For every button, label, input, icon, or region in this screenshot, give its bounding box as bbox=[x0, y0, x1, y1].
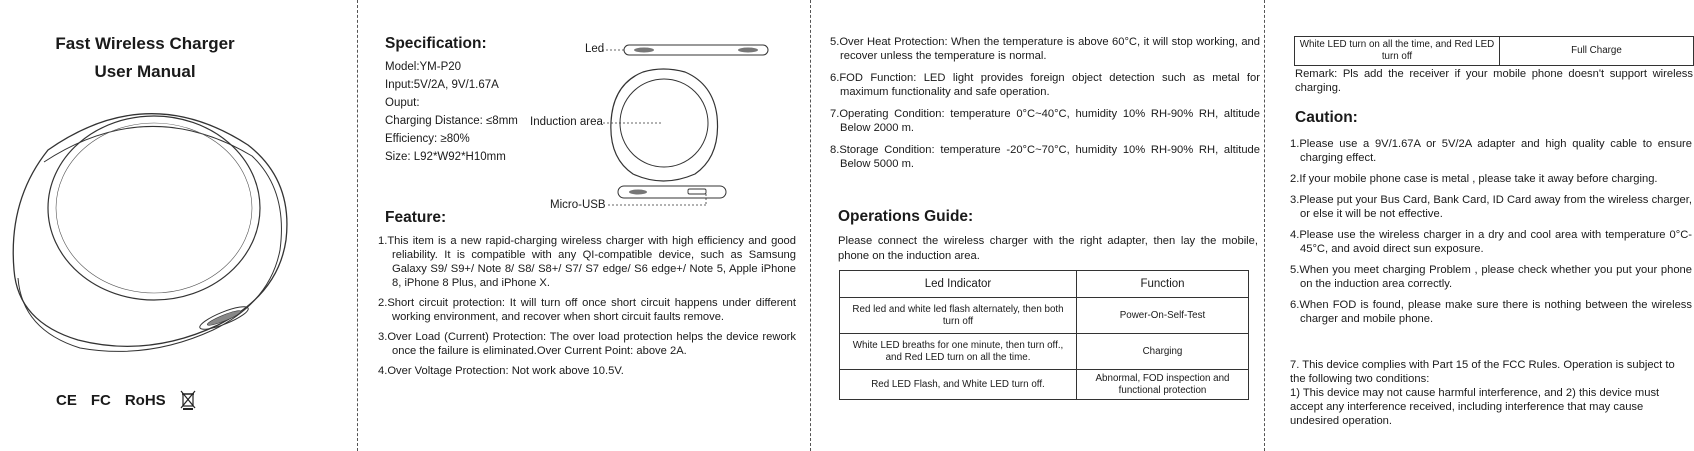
protection-item: 6.FOD Function: LED light provides foreign object detection such as metal for maximum functionality and safe operation. bbox=[830, 72, 1260, 98]
induction-area-callout: Induction area bbox=[530, 116, 603, 128]
panel-divider-3 bbox=[1264, 0, 1265, 451]
table-row bbox=[840, 370, 1249, 400]
caution-item: 3.Please put your Bus Card, Bank Card, ID Card away from the wireless charger, or else it will be not effective. bbox=[1290, 194, 1692, 220]
fcc-mark: FC bbox=[90, 391, 111, 409]
feature-item: 2.Short circuit protection: It will turn off once short circuit happens under different working environment, and recover when short circuit faults remove. bbox=[378, 297, 796, 323]
led-indicator-table bbox=[839, 270, 1249, 400]
rohs-mark: RoHS bbox=[124, 391, 166, 409]
caution-list bbox=[1290, 137, 1692, 333]
caution-item: 1.Please use a 9V/1.67A or 5V/2A adapter and high quality cable to ensure charging effect. bbox=[1290, 138, 1692, 164]
device-edge-top-view bbox=[602, 42, 792, 58]
table-header: Led Indicator bbox=[840, 271, 1077, 298]
table-cell: Power-On-Self-Test bbox=[1077, 298, 1249, 334]
table-cell: Abnormal, FOD inspection and functional protection bbox=[1077, 370, 1249, 400]
caution-item: 4.Please use the wireless charger in a dry and cool area with temperature 0°C-45°C, and avoid direct sun exposure. bbox=[1290, 229, 1692, 255]
table-cell: Red LED Flash, and White LED turn off. bbox=[840, 370, 1077, 400]
micro-usb-callout: Micro-USB bbox=[550, 199, 606, 211]
remark-text: Remark: Pls add the receiver if your mobile phone doesn't support wireless charging. bbox=[1295, 68, 1693, 94]
table-row bbox=[840, 334, 1249, 370]
feature-list bbox=[378, 234, 796, 384]
spec-distance: Charging Distance: ≤8mm bbox=[385, 115, 518, 127]
table-cell: Red led and white led flash alternately, then both turn off bbox=[840, 298, 1077, 334]
protection-item: 8.Storage Condition: temperature -20°C~70°C, humidity 10% RH-90% RH, altitude Below 5000 m. bbox=[830, 144, 1260, 170]
device-top-view bbox=[603, 66, 723, 186]
operations-text: Please connect the wireless charger with the right adapter, then lay the mobile, phone on the induction area. bbox=[838, 235, 1258, 262]
crossed-bin-icon bbox=[180, 390, 196, 410]
operations-heading: Operations Guide: bbox=[838, 208, 974, 225]
spec-model: Model:YM-P20 bbox=[385, 61, 462, 73]
caution-item: 5.When you meet charging Problem , please check whether you put your phone on the induction area correctly. bbox=[1290, 264, 1692, 290]
spec-feature-panel bbox=[358, 0, 810, 451]
spec-size: Size: L92*W92*H10mm bbox=[385, 151, 506, 163]
cover-panel bbox=[0, 0, 357, 451]
ce-mark: CE bbox=[56, 391, 77, 409]
caution-item: 2.If your mobile phone case is metal , please take it away before charging. bbox=[1290, 173, 1658, 185]
fcc-line: 7. This device complies with Part 15 of the FCC Rules. Operation is subject to the following two conditions: bbox=[1290, 359, 1675, 385]
table-header-row bbox=[840, 271, 1249, 298]
caution-panel bbox=[1266, 0, 1694, 451]
caution-item: 6.When FOD is found, please make sure there is nothing between the wireless charger and mobile phone. bbox=[1290, 299, 1692, 325]
feature-heading: Feature: bbox=[385, 209, 447, 226]
caution-heading: Caution: bbox=[1295, 109, 1358, 126]
feature-item: 1.This item is a new rapid-charging wireless charger with high efficiency and good reliability. It is compatible with any QI-compatible device, such as Samsung Galaxy S9/ S9+/ Note 8/ S8/ S8+/ S7/ S7 edge/ S6 edge+/ Note 5, Apple iPhone 8, iPhone 8 Plus, and iPhone X. bbox=[378, 235, 796, 289]
feature-item: 4.Over Voltage Protection: Not work above 10.5V. bbox=[378, 365, 624, 377]
led-callout: Led bbox=[585, 43, 605, 55]
fcc-line: 1) This device may not cause harmful interference, and 2) this device must accept any interference received, including interference that may cause undesired operation. bbox=[1290, 387, 1660, 427]
panel-divider-2 bbox=[810, 0, 811, 451]
spec-heading: Specification: bbox=[385, 35, 487, 52]
table-row bbox=[1295, 37, 1694, 66]
feature-item: 3.Over Load (Current) Protection: The over load protection helps the device rework once the failure is eliminated.Over Current Point: above 2A. bbox=[378, 331, 796, 357]
table-cell: Charging bbox=[1077, 334, 1249, 370]
spec-output: Ouput: bbox=[385, 97, 420, 109]
spec-efficiency: Efficiency: ≥80% bbox=[385, 133, 470, 145]
manual-subtitle: User Manual bbox=[94, 62, 196, 81]
charger-illustration bbox=[8, 90, 292, 362]
table-cell: White LED turn on all the time, and Red LED turn off bbox=[1295, 37, 1500, 66]
table-header: Function bbox=[1077, 271, 1249, 298]
protection-list bbox=[830, 35, 1260, 179]
device-side-view bbox=[608, 184, 798, 224]
fcc-statement bbox=[1290, 358, 1692, 428]
table-row bbox=[840, 298, 1249, 334]
protection-operations-panel bbox=[812, 0, 1264, 451]
protection-item: 5.Over Heat Protection: When the temperature is above 60°C, it will stop working, and recover unless the temperature is normal. bbox=[830, 36, 1260, 62]
table-cell: Full Charge bbox=[1500, 37, 1694, 66]
table-cell: White LED breaths for one minute, then turn off., and Red LED turn on all the time. bbox=[840, 334, 1077, 370]
protection-item: 7.Operating Condition: temperature 0°C~40°C, humidity 10% RH-90% RH, altitude Below 2000 m. bbox=[830, 108, 1260, 134]
spec-input: Input:5V/2A, 9V/1.67A bbox=[385, 79, 499, 91]
certification-row bbox=[56, 390, 196, 410]
manual-title: Fast Wireless Charger bbox=[55, 34, 235, 53]
led-indicator-table-continued bbox=[1294, 36, 1694, 66]
